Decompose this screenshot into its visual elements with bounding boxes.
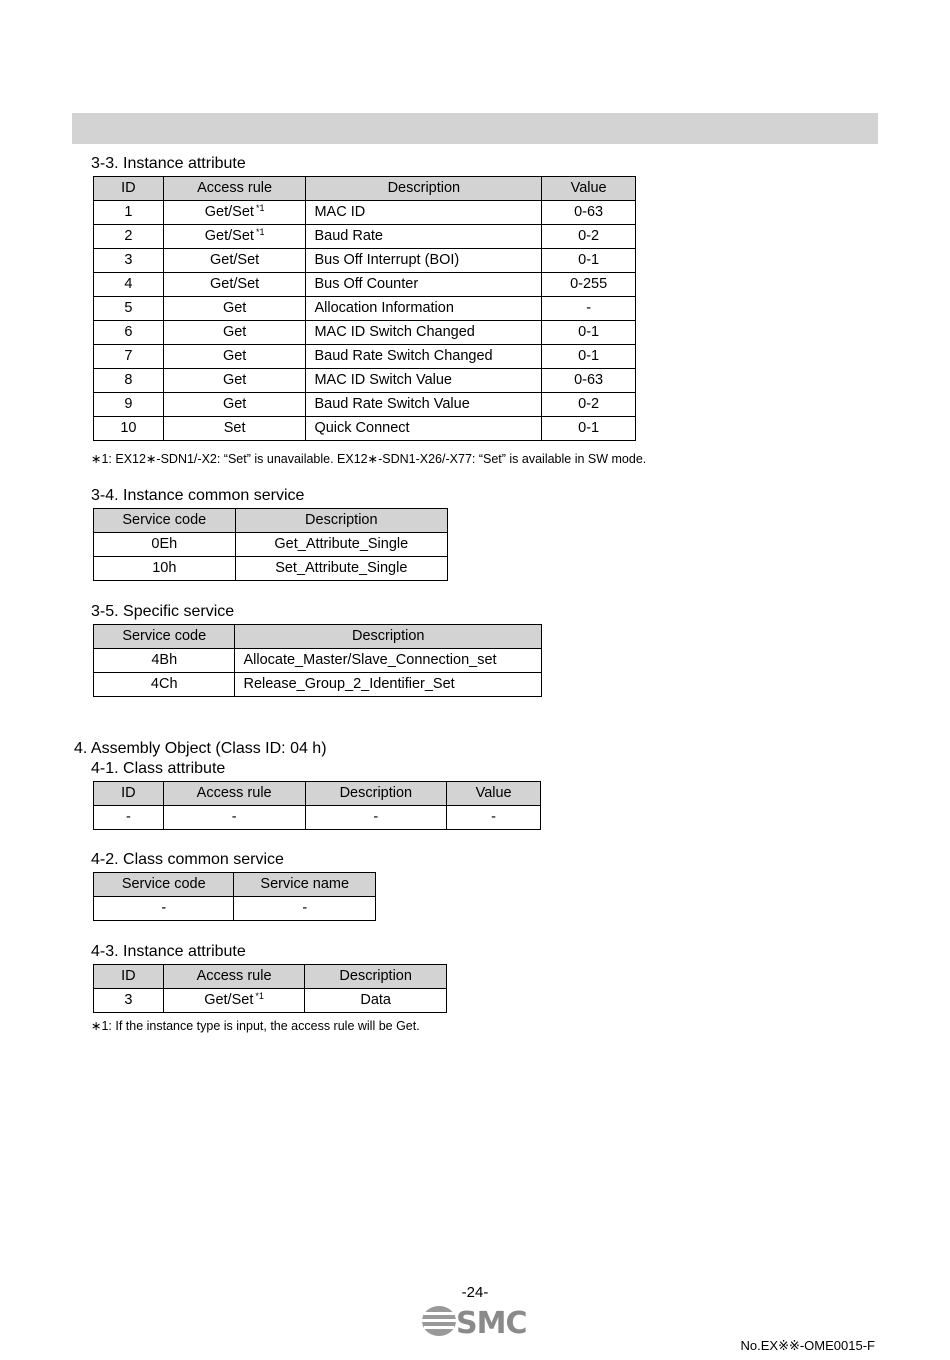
logo-text: SMC [456,1306,527,1339]
table-row [94,249,636,273]
cell-description: Baud Rate [306,225,542,249]
table-row [94,806,541,830]
cell-description: MAC ID Switch Changed [306,321,542,345]
cell-value: 0-2 [542,393,636,417]
cell-description: Set_Attribute_Single [235,557,447,581]
table-row [94,393,636,417]
access-rule-text: Get [222,348,247,364]
col-service-code: Service code [94,509,236,533]
cell-access-rule [163,225,306,249]
cell-id: 5 [94,297,164,321]
cell-value: - [447,806,541,830]
table-row [94,297,636,321]
cell-access-rule [163,393,306,417]
cell-description: Baud Rate Switch Value [306,393,542,417]
col-service-code: Service code [94,625,235,649]
table-row [94,417,636,441]
table-row [94,897,376,921]
cell-service-code: 0Eh [94,533,236,557]
cell-description: Bus Off Interrupt (BOI) [306,249,542,273]
cell-value: 0-1 [542,321,636,345]
col-value: Value [542,177,636,201]
cell-service-name: - [234,897,376,921]
cell-access-rule [163,417,306,441]
table-row [94,557,448,581]
cell-description: - [305,806,447,830]
table-row [94,273,636,297]
col-description: Description [305,965,447,989]
table-row [94,201,636,225]
class-common-service-table [93,872,376,921]
cell-id: 3 [94,249,164,273]
footnote-marker: *1 [255,991,264,1001]
table-row [94,369,636,393]
col-description: Description [235,625,542,649]
cell-description: Baud Rate Switch Changed [306,345,542,369]
header-bar [72,113,878,144]
cell-description: Allocation Information [306,297,542,321]
page-number: -24- [461,1284,489,1301]
cell-access-rule: - [163,806,305,830]
col-value: Value [447,782,541,806]
instance-common-service-table [93,508,448,581]
footnote-marker: *1 [255,203,265,213]
cell-id: 6 [94,321,164,345]
cell-service-code: 4Bh [94,649,235,673]
col-id: ID [94,177,164,201]
cell-access-rule [163,201,306,225]
cell-value: 0-63 [542,369,636,393]
section-3-4-title: 3-4. Instance common service [91,487,305,504]
cell-description: Bus Off Counter [306,273,542,297]
cell-access-rule [163,297,306,321]
cell-id: 9 [94,393,164,417]
cell-access-rule [163,273,306,297]
specific-service-table [93,624,542,697]
access-rule-text: Get/Set [204,992,254,1008]
cell-id: 1 [94,201,164,225]
col-description: Description [306,177,542,201]
cell-id: 2 [94,225,164,249]
cell-access-rule [163,321,306,345]
col-id: ID [94,965,164,989]
cell-access-rule [163,989,305,1013]
assembly-instance-attribute-table [93,964,447,1013]
table-row [94,989,447,1013]
cell-service-code: - [94,897,234,921]
cell-description: Release_Group_2_Identifier_Set [235,673,542,697]
footnote-4-3: ∗1: If the instance type is input, the access rule will be Get. [91,1019,420,1033]
access-rule-text: Get [222,324,247,340]
col-access-rule: Access rule [163,965,305,989]
section-4-3-title: 4-3. Instance attribute [91,943,246,960]
table-row [94,649,542,673]
table-row [94,533,448,557]
cell-description: MAC ID [306,201,542,225]
access-rule-text: Get [222,372,247,388]
cell-access-rule [163,369,306,393]
section-4-2-title: 4-2. Class common service [91,851,284,868]
col-description: Description [235,509,447,533]
smc-logo [420,1303,530,1339]
cell-id: 10 [94,417,164,441]
table-row [94,673,542,697]
cell-id: - [94,806,164,830]
class-attribute-table [93,781,541,830]
cell-value: - [542,297,636,321]
col-access-rule: Access rule [163,177,306,201]
col-access-rule: Access rule [163,782,305,806]
cell-id: 8 [94,369,164,393]
instance-attribute-table [93,176,636,441]
cell-value: 0-2 [542,225,636,249]
access-rule-text: Get/Set [204,228,254,244]
cell-value: 0-1 [542,345,636,369]
access-rule-text: Get/Set [210,276,260,292]
cell-value: 0-1 [542,417,636,441]
document-number: No.EX※※-OME0015-F [740,1338,875,1353]
table-row [94,345,636,369]
section-3-3-title: 3-3. Instance attribute [91,155,246,172]
cell-value: 0-255 [542,273,636,297]
cell-service-code: 10h [94,557,236,581]
col-service-code: Service code [94,873,234,897]
cell-id: 3 [94,989,164,1013]
col-description: Description [305,782,447,806]
access-rule-text: Get [222,396,247,412]
cell-description: Quick Connect [306,417,542,441]
access-rule-text: Get/Set [204,204,254,220]
cell-description: Allocate_Master/Slave_Connection_set [235,649,542,673]
cell-id: 4 [94,273,164,297]
cell-description: Get_Attribute_Single [235,533,447,557]
cell-service-code: 4Ch [94,673,235,697]
cell-value: 0-63 [542,201,636,225]
cell-access-rule [163,249,306,273]
col-id: ID [94,782,164,806]
footnote-marker: *1 [255,227,265,237]
section-4-1-title: 4-1. Class attribute [91,760,226,777]
access-rule-text: Get/Set [210,252,260,268]
access-rule-text: Set [223,420,246,436]
section-4-heading: 4. Assembly Object (Class ID: 04 h) [74,740,327,757]
cell-value: 0-1 [542,249,636,273]
cell-id: 7 [94,345,164,369]
cell-description: Data [305,989,447,1013]
section-3-5-title: 3-5. Specific service [91,603,235,620]
cell-access-rule [163,345,306,369]
col-service-name: Service name [234,873,376,897]
cell-description: MAC ID Switch Value [306,369,542,393]
table-row [94,321,636,345]
footnote-3-3: ∗1: EX12∗-SDN1/-X2: “Set” is unavailable. EX12∗-SDN1-X26/-X77: “Set” is available in SW mode. [91,452,647,466]
table-row [94,225,636,249]
access-rule-text: Get [222,300,247,316]
